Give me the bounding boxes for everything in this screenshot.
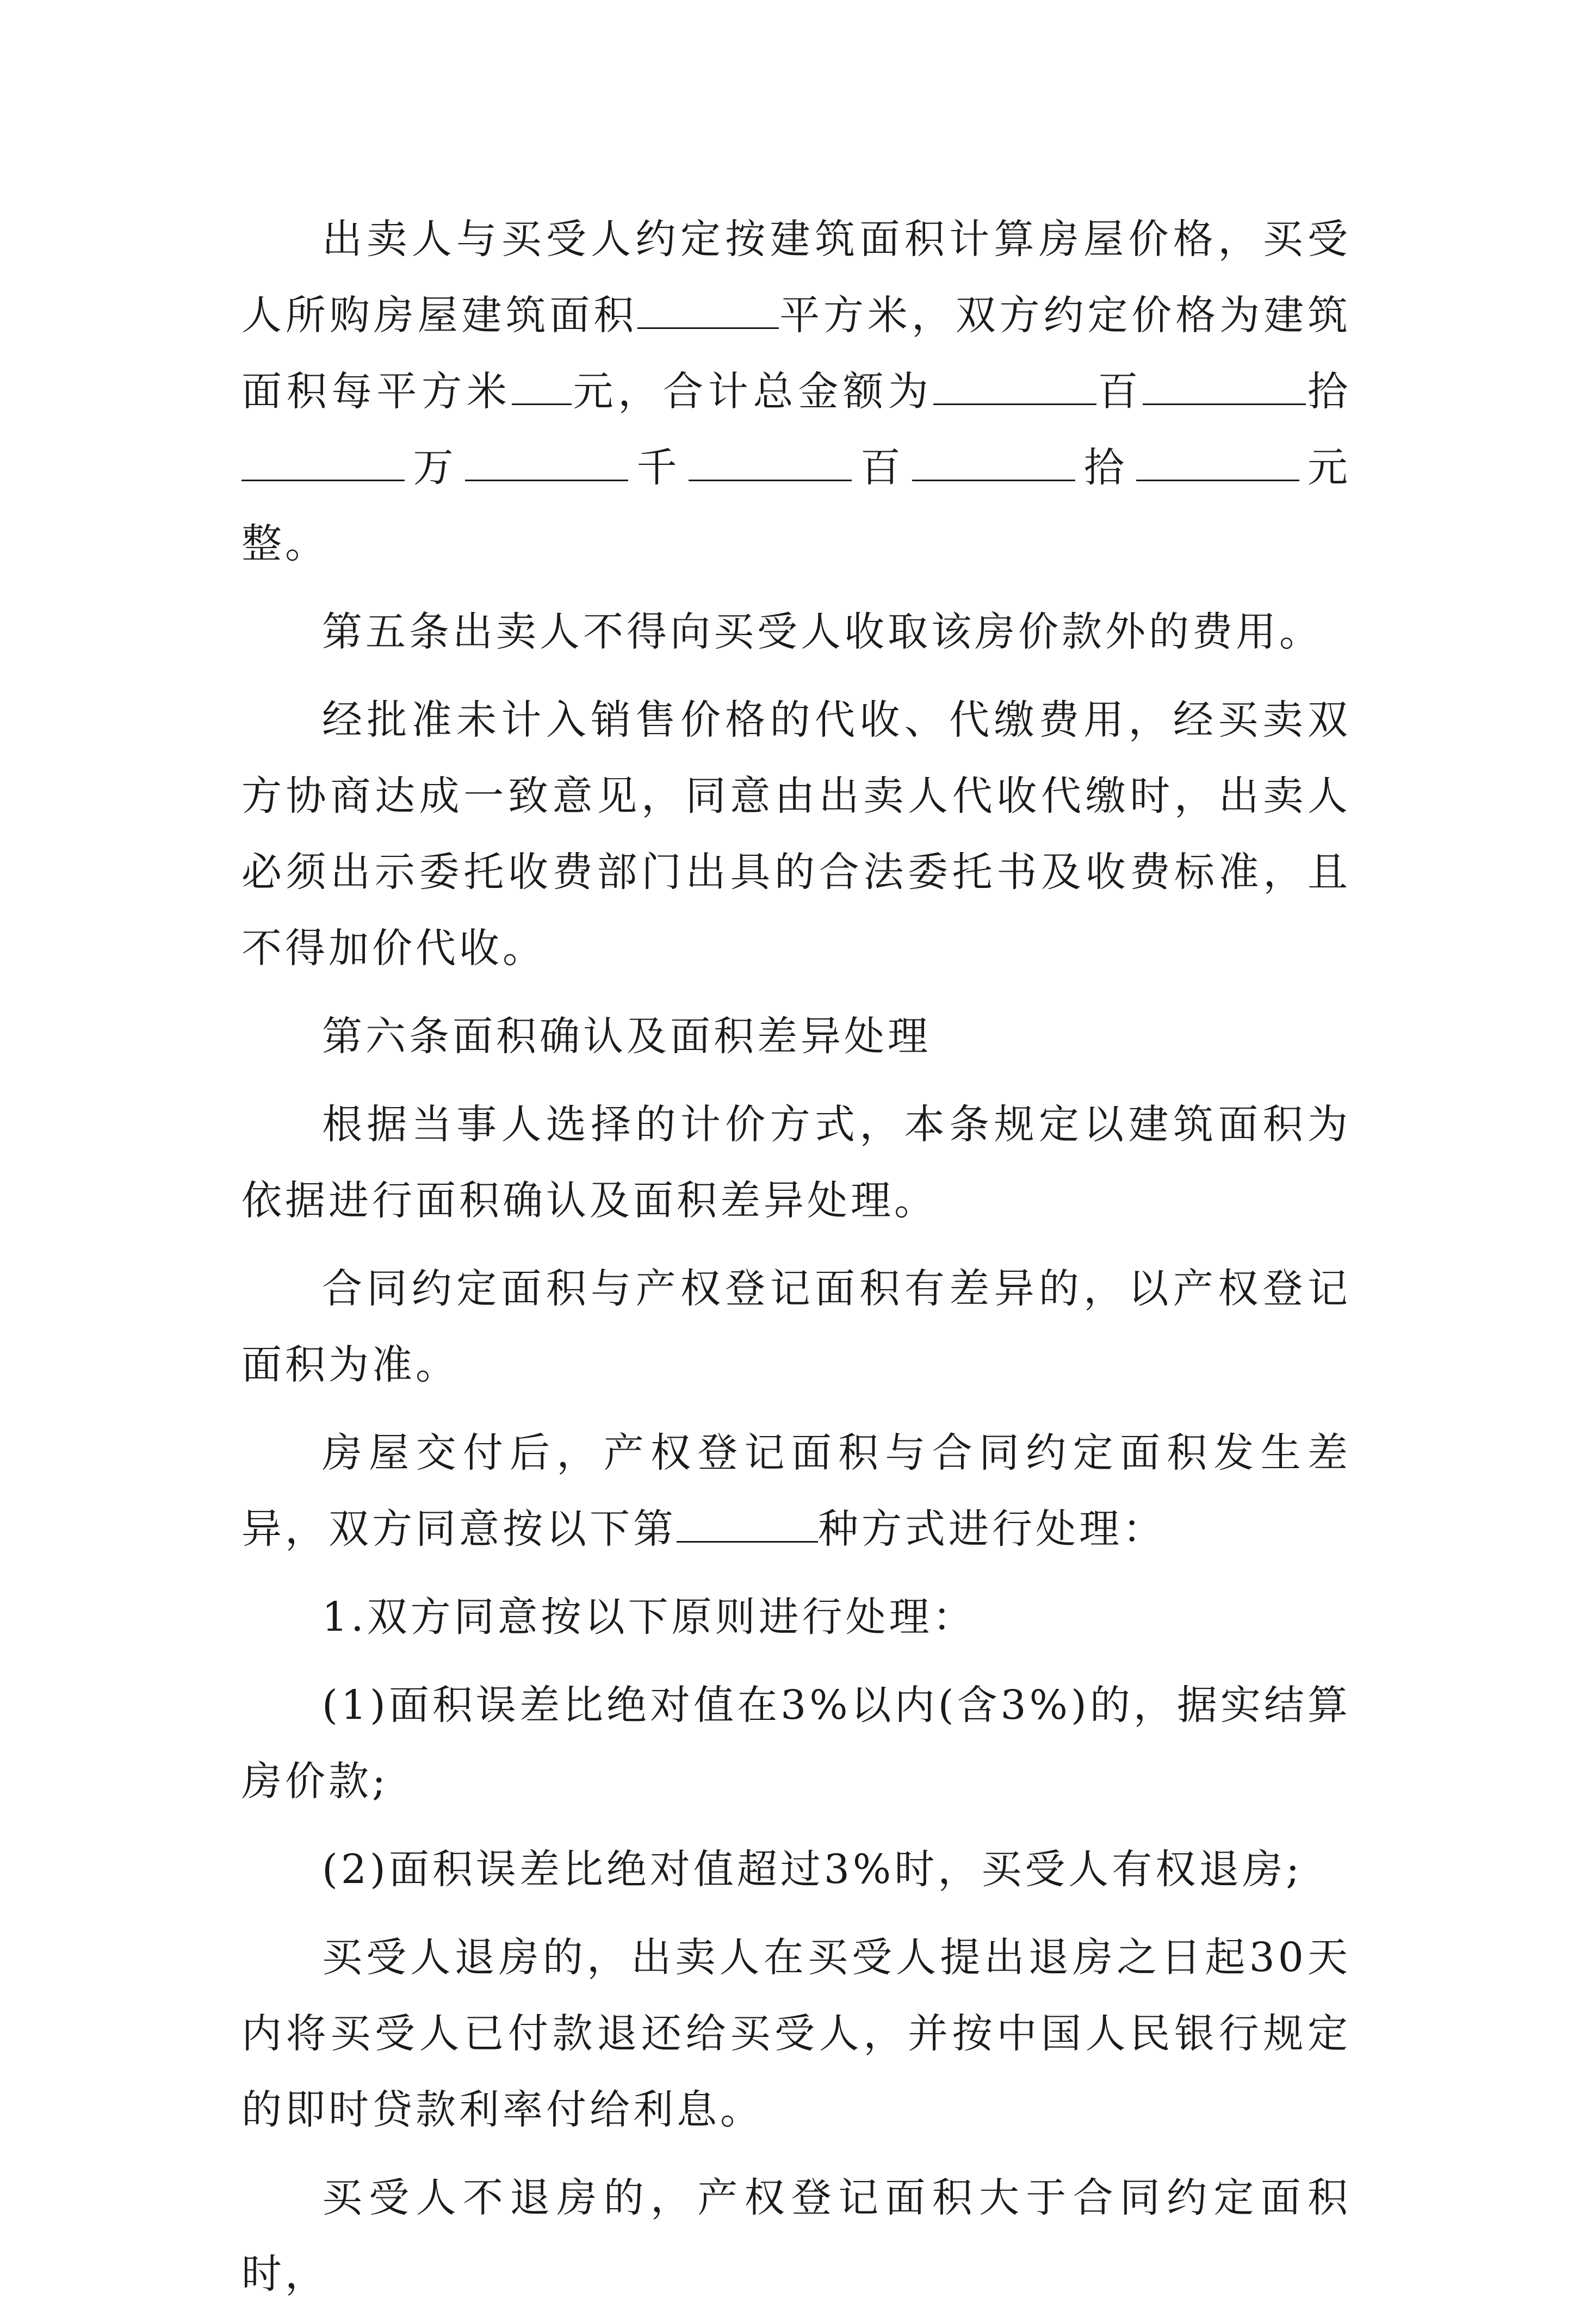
paragraph-over-3-percent: (2)面积误差比绝对值超过3%时，买受人有权退房; — [322, 1846, 1303, 1893]
area-blank-field[interactable] — [637, 289, 779, 329]
amount-bai-blank[interactable] — [689, 442, 852, 481]
paragraph-no-refund: 买受人不退房的，产权登记面积大于合同约定面积时， — [241, 2174, 1351, 2297]
paragraph-within-3-percent: (1)面积误差比绝对值在3%以内(含3%)的，据实结算房价款; — [241, 1682, 1351, 1805]
amount-yuan-blank[interactable] — [1136, 442, 1299, 481]
area-difference-text-2: 种方式进行处理： — [818, 1506, 1166, 1552]
paragraph-fees-collection: 经批准未计入销售价格的代收、代缴费用，经买卖双方协商达成一致意见，同意由出卖人代收代缴时，出卖人必须出示委托收费部门出具的合法委托书及收费标准，且不得加价代收。 — [241, 697, 1351, 972]
price-terms-text-2: 平方米，双方约定价格为建筑面积每平方米 — [241, 292, 1352, 415]
price-terms-unit-wan: 万 — [405, 444, 466, 491]
price-terms-unit-bai-2: 百 — [852, 444, 913, 491]
price-terms-unit-yuan: 元整。 — [241, 444, 1352, 567]
price-terms-unit-shi-2: 拾 — [1075, 444, 1136, 491]
price-terms-text-3: 元，合计总金额为 — [571, 368, 933, 415]
amount-hundred-million-blank[interactable] — [933, 365, 1096, 405]
area-difference-text-1: 房屋交付后，产权登记面积与合同约定面积发生差异，双方同意按以下第 — [241, 1430, 1351, 1552]
paragraph-area-basis: 根据当事人选择的计价方式，本条规定以建筑面积为依据进行面积确认及面积差异处理。 — [241, 1101, 1351, 1224]
paragraph-principle-1: 1.双方同意按以下原则进行处理： — [322, 1594, 976, 1641]
price-terms-unit-bai: 百 — [1096, 368, 1143, 415]
method-choice-blank-field[interactable] — [677, 1503, 818, 1543]
paragraph-price-terms — [241, 201, 1351, 582]
unit-price-blank-field[interactable] — [512, 365, 572, 405]
document-page — [241, 201, 1351, 2324]
paragraph-article-6-heading: 第六条面积确认及面积差异处理 — [322, 1013, 931, 1060]
price-terms-text-1: 出卖人与买受人约定按建筑面积计算房屋价格，买受人所购房屋建筑面积 — [241, 216, 1351, 339]
paragraph-article-5: 第五条出卖人不得向买受人收取该房价款外的费用。 — [322, 608, 1323, 655]
paragraph-refund-terms: 买受人退房的，出卖人在买受人提出退房之日起30天内将买受人已付款退还给买受人，并按中国人民银行规定的即时贷款利率付给利息。 — [241, 1934, 1351, 2133]
paragraph-area-difference — [241, 1415, 1351, 1567]
price-terms-unit-shi: 拾 — [1306, 368, 1352, 415]
amount-qian-blank[interactable] — [465, 442, 628, 481]
price-terms-unit-qian: 千 — [628, 444, 689, 491]
amount-ten-million-blank[interactable] — [1143, 365, 1306, 405]
amount-shi-blank[interactable] — [912, 442, 1075, 481]
paragraph-registered-area: 合同约定面积与产权登记面积有差异的，以产权登记面积为准。 — [241, 1265, 1351, 1388]
amount-wan-blank[interactable] — [241, 442, 405, 481]
